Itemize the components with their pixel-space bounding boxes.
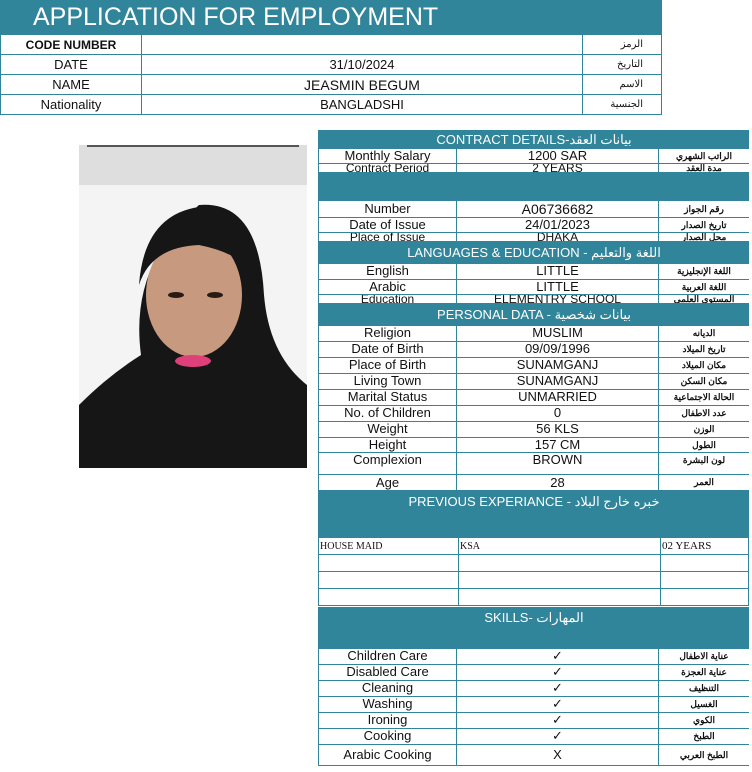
lang-row-english bbox=[319, 264, 749, 280]
personal-row-dob bbox=[319, 342, 749, 358]
passport-row-number bbox=[319, 201, 749, 218]
personal-row-age bbox=[319, 475, 749, 491]
skill-row-arabic-cooking bbox=[319, 745, 749, 766]
experience-empty-row bbox=[319, 572, 749, 589]
skill-check: ✓ bbox=[457, 729, 659, 744]
header-table bbox=[0, 34, 662, 115]
skill-check: X bbox=[457, 745, 659, 765]
arabic-ar: اللغة العربية bbox=[681, 282, 727, 292]
issue-date-label: Date of Issue bbox=[319, 218, 457, 232]
experience-empty-row bbox=[319, 589, 749, 606]
skill-row-children-care bbox=[319, 649, 749, 665]
skill-row-disabled-care bbox=[319, 665, 749, 681]
skill-ar: الكوي bbox=[693, 715, 715, 725]
skill-ar: عناية الاطفال bbox=[679, 651, 729, 661]
religion-ar: الديانه bbox=[692, 328, 716, 338]
town-ar: مكان السكن bbox=[680, 376, 728, 386]
nationality-ar: الجنسية bbox=[583, 95, 662, 115]
skill-ar: التنظيف bbox=[688, 683, 720, 693]
english-label: English bbox=[319, 264, 457, 279]
marital-value: UNMARRIED bbox=[457, 390, 659, 405]
skill-row-cooking bbox=[319, 729, 749, 745]
experience-job: HOUSE MAID bbox=[319, 538, 459, 555]
skill-label: Cleaning bbox=[319, 681, 457, 696]
children-value: 0 bbox=[457, 406, 659, 421]
skill-check: ✓ bbox=[457, 649, 659, 664]
religion-value: MUSLIM bbox=[457, 326, 659, 341]
pob-value: SUNAMGANJ bbox=[457, 358, 659, 373]
english-ar: اللغة الإنجليزية bbox=[677, 266, 731, 276]
skill-ar: الغسيل bbox=[690, 699, 718, 709]
skill-check: ✓ bbox=[457, 697, 659, 712]
skill-row-washing bbox=[319, 697, 749, 713]
experience-table bbox=[318, 537, 749, 606]
skill-check: ✓ bbox=[457, 681, 659, 696]
dob-label: Date of Birth bbox=[319, 342, 457, 357]
date-ar: التاريخ bbox=[583, 55, 662, 75]
complexion-label: Complexion bbox=[319, 453, 457, 474]
name-value: JEASMIN BEGUM bbox=[142, 75, 583, 95]
contract-row-period bbox=[319, 164, 749, 173]
details-panel bbox=[318, 130, 749, 537]
lang-row-education bbox=[319, 295, 749, 304]
children-label: No. of Children bbox=[319, 406, 457, 421]
lang-row-arabic bbox=[319, 280, 749, 295]
personal-row-weight bbox=[319, 422, 749, 438]
period-label: Contract Period bbox=[319, 164, 457, 172]
skill-label: Washing bbox=[319, 697, 457, 712]
personal-row-height bbox=[319, 438, 749, 453]
salary-label: Monthly Salary bbox=[319, 149, 457, 163]
personal-row-religion bbox=[319, 326, 749, 342]
personal-row-children bbox=[319, 406, 749, 422]
date-label: DATE bbox=[1, 55, 142, 75]
arabic-value: LITTLE bbox=[457, 280, 659, 294]
experience-section-title: PREVIOUS EXPERIANCE - خبره خارج البلاد bbox=[319, 491, 749, 537]
personal-row-pob bbox=[319, 358, 749, 374]
age-label: Age bbox=[319, 475, 457, 490]
header-row-date bbox=[1, 55, 662, 75]
nationality-value: BANGLADSHI bbox=[142, 95, 583, 115]
name-label: NAME bbox=[1, 75, 142, 95]
height-label: Height bbox=[319, 438, 457, 452]
experience-period: 02 YEARS bbox=[661, 538, 749, 555]
skill-ar: الطبخ العربي bbox=[679, 750, 729, 760]
skill-ar: الطبخ bbox=[693, 731, 715, 741]
education-label: Education bbox=[319, 295, 457, 303]
passport-row-issue-place bbox=[319, 233, 749, 242]
skill-label: Cooking bbox=[319, 729, 457, 744]
salary-ar: الراتب الشهري bbox=[676, 151, 732, 161]
children-ar: عدد الاطفال bbox=[681, 408, 727, 418]
height-ar: الطول bbox=[692, 440, 716, 450]
experience-empty-row bbox=[319, 555, 749, 572]
skill-label: Arabic Cooking bbox=[319, 745, 457, 765]
issue-date-value: 24/01/2023 bbox=[457, 218, 659, 232]
complexion-value: BROWN bbox=[457, 453, 659, 474]
arabic-label: Arabic bbox=[319, 280, 457, 294]
passport-row-issue-date bbox=[319, 218, 749, 233]
languages-section-title: LANGUAGES & EDUCATION - اللغة والتعليم bbox=[319, 242, 749, 264]
height-value: 157 CM bbox=[457, 438, 659, 452]
town-label: Living Town bbox=[319, 374, 457, 389]
experience-country: KSA bbox=[459, 538, 661, 555]
passport-section-bar bbox=[319, 173, 749, 201]
skill-label: Children Care bbox=[319, 649, 457, 664]
skill-label: Disabled Care bbox=[319, 665, 457, 680]
religion-label: Religion bbox=[319, 326, 457, 341]
passport-number-label: Number bbox=[319, 201, 457, 217]
issue-place-value: DHAKA bbox=[457, 233, 659, 241]
skills-section-title: SKILLS- المهارات bbox=[319, 607, 749, 649]
nationality-label: Nationality bbox=[1, 95, 142, 115]
page-title: APPLICATION FOR EMPLOYMENT bbox=[0, 0, 662, 34]
name-ar: الاسم bbox=[583, 75, 662, 95]
pob-label: Place of Birth bbox=[319, 358, 457, 373]
skill-label: Ironing bbox=[319, 713, 457, 728]
issue-date-ar: تاريخ الصدار bbox=[681, 220, 727, 230]
skills-panel bbox=[318, 607, 749, 766]
header-row-code bbox=[1, 35, 662, 55]
code-number-ar: الرمز bbox=[583, 35, 662, 55]
dob-value: 09/09/1996 bbox=[457, 342, 659, 357]
contract-section-title: CONTRACT DETAILS-بيانات العقد bbox=[319, 130, 749, 149]
marital-ar: الحالة الاجتماعية bbox=[673, 392, 735, 402]
weight-value: 56 KLS bbox=[457, 422, 659, 437]
applicant-portrait-icon bbox=[79, 145, 307, 468]
skill-check: ✓ bbox=[457, 665, 659, 680]
english-value: LITTLE bbox=[457, 264, 659, 279]
education-ar: المستوى العلمي bbox=[673, 295, 735, 303]
weight-ar: الوزن bbox=[693, 424, 715, 434]
period-value: 2 YEARS bbox=[457, 164, 659, 172]
pob-ar: مكان الميلاد bbox=[681, 360, 727, 370]
applicant-photo bbox=[79, 145, 307, 468]
personal-row-town bbox=[319, 374, 749, 390]
weight-label: Weight bbox=[319, 422, 457, 437]
date-value: 31/10/2024 bbox=[142, 55, 583, 75]
header-row-name bbox=[1, 75, 662, 95]
skill-ar: عناية العجزة bbox=[681, 667, 727, 677]
experience-row bbox=[319, 538, 749, 555]
town-value: SUNAMGANJ bbox=[457, 374, 659, 389]
personal-row-marital bbox=[319, 390, 749, 406]
issue-place-ar: محل الصدار bbox=[681, 233, 727, 241]
code-number-label: CODE NUMBER bbox=[1, 35, 142, 55]
header-row-nationality bbox=[1, 95, 662, 115]
personal-row-complexion bbox=[319, 453, 749, 475]
passport-number-ar: رقم الجواز bbox=[684, 204, 724, 214]
passport-number-value: A06736682 bbox=[457, 201, 659, 217]
skill-check: ✓ bbox=[457, 713, 659, 728]
issue-place-label: Place of Issue bbox=[319, 233, 457, 241]
code-number-value bbox=[142, 35, 583, 55]
personal-section-title: PERSONAL DATA - بيانات شخصية bbox=[319, 304, 749, 326]
skill-row-ironing bbox=[319, 713, 749, 729]
contract-row-salary bbox=[319, 149, 749, 164]
period-ar: مدة العقد bbox=[686, 164, 722, 172]
dob-ar: تاريخ الميلاد bbox=[682, 344, 726, 354]
marital-label: Marital Status bbox=[319, 390, 457, 405]
salary-value: 1200 SAR bbox=[457, 149, 659, 163]
age-ar: العمر bbox=[694, 477, 714, 487]
education-value: ELEMENTRY SCHOOL bbox=[457, 295, 659, 303]
complexion-ar: لون البشرة bbox=[682, 455, 726, 465]
age-value: 28 bbox=[457, 475, 659, 490]
skill-row-cleaning bbox=[319, 681, 749, 697]
